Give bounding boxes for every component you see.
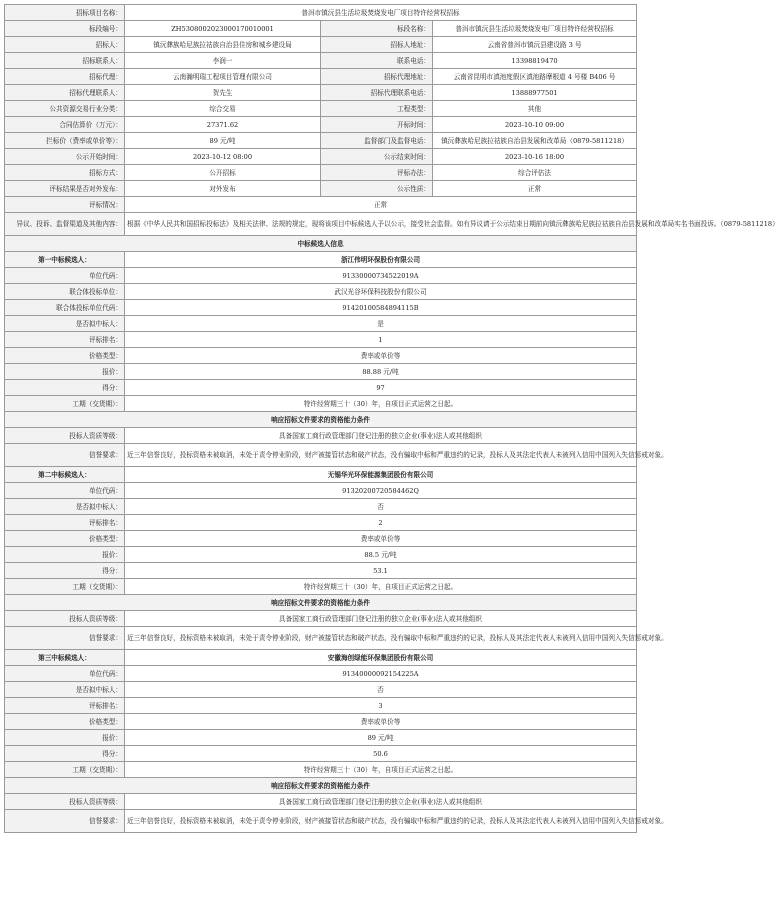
field-value: 1 [125, 332, 637, 348]
field-value: 云南省普洱市镇沅县建设路 3 号 [433, 37, 637, 53]
field-value: 费率或单价等 [125, 348, 637, 364]
field-value: 其他 [433, 101, 637, 117]
qualification-title: 响应招标文件要求的资格能力条件 [5, 595, 637, 611]
candidate-field-row [5, 268, 637, 284]
field-value: 云南瀚明瑞工程项目管理有限公司 [125, 69, 321, 85]
field-value: 91330000734522019A [125, 268, 637, 284]
field-label: 报价： [5, 364, 125, 380]
info-row [5, 37, 637, 53]
field-label: 标段名称： [321, 21, 433, 37]
objection-text: 根据《中华人民共和国招标投标法》及相关法律、法规的规定，现将该项目中标候选人予以公示，接受社会监督。如有异议请于公示结束日期前向镇沅彝族哈尼族拉祜族自治县发展和改革局实名书面投诉。（0879-5811218） [125, 213, 637, 236]
field-value: 公开招标 [125, 165, 321, 181]
field-label: 单位代码： [5, 268, 125, 284]
candidate-field-row [5, 284, 637, 300]
info-row [5, 165, 637, 181]
field-label: 工程类型： [321, 101, 433, 117]
field-value: 13398819470 [433, 53, 637, 69]
field-label: 评标排名： [5, 515, 125, 531]
field-label: 公示开始时间： [5, 149, 125, 165]
bid-result-table [4, 4, 779, 833]
qualification-row [5, 810, 637, 833]
candidate-rank-label: 第一中标候选人： [5, 252, 125, 268]
info-row [5, 101, 637, 117]
field-value: 否 [125, 682, 637, 698]
field-label: 工期（交货期）： [5, 579, 125, 595]
field-value: 特许经营期三十（30）年，自项目正式运营之日起。 [125, 579, 637, 595]
field-label: 招标代理： [5, 69, 125, 85]
qual-title-row [5, 778, 637, 794]
field-label: 招标代理联系人： [5, 85, 125, 101]
qual-title-row [5, 595, 637, 611]
project-name-label: 招标项目名称： [5, 5, 125, 21]
qualification-row [5, 794, 637, 810]
candidate-field-row [5, 483, 637, 499]
field-value: 正常 [433, 181, 637, 197]
field-value: 2023-10-16 18:00 [433, 149, 637, 165]
field-label: 得分： [5, 380, 125, 396]
candidate-name: 无锡华光环保能源集团股份有限公司 [125, 467, 637, 483]
candidate-field-row [5, 547, 637, 563]
info-row [5, 117, 637, 133]
candidate-field-row [5, 762, 637, 778]
candidate-name: 浙江伟明环保股份有限公司 [125, 252, 637, 268]
field-label: 评标结果是否对外发布： [5, 181, 125, 197]
field-value: ZH5308002023000170010001 [125, 21, 321, 37]
candidate-field-row [5, 348, 637, 364]
field-label: 是否拟中标人： [5, 682, 125, 698]
field-value: 对外发布 [125, 181, 321, 197]
field-value: 13888977501 [433, 85, 637, 101]
candidate-field-row [5, 666, 637, 682]
field-label: 报价： [5, 547, 125, 563]
field-label: 拦标价（费率或单价等）： [5, 133, 125, 149]
candidate-field-row [5, 746, 637, 762]
field-label: 评标排名： [5, 332, 125, 348]
section-title-row [5, 236, 637, 252]
field-label: 招标人： [5, 37, 125, 53]
candidate-field-row [5, 499, 637, 515]
candidate-field-row [5, 730, 637, 746]
candidate-field-row [5, 698, 637, 714]
info-row [5, 149, 637, 165]
objection-label: 异议、投诉、监督渠道及其他内容： [5, 213, 125, 236]
field-label: 信誉要求： [5, 810, 125, 833]
candidate-field-row [5, 316, 637, 332]
candidate-field-row [5, 396, 637, 412]
field-value: 综合评估法 [433, 165, 637, 181]
field-label: 得分： [5, 746, 125, 762]
field-value: 费率或单价等 [125, 531, 637, 547]
candidate-field-row [5, 563, 637, 579]
field-value: 贺先生 [125, 85, 321, 101]
field-value: 具备国家工商行政管理部门登记注册的独立企业(事业)法人或其他组织 [125, 794, 637, 810]
header-row [5, 5, 637, 21]
field-label: 评标排名： [5, 698, 125, 714]
field-value: 91320200720584462Q [125, 483, 637, 499]
field-value: 镇沅彝族哈尼族拉祜族自治县发展和改革局（0879-5811218） [433, 133, 637, 149]
info-row [5, 85, 637, 101]
field-label: 合同估算价（万元）： [5, 117, 125, 133]
field-value: 武汉光谷环保科技股份有限公司 [125, 284, 637, 300]
info-row [5, 69, 637, 85]
info-row [5, 53, 637, 69]
project-name-value: 普洱市镇沅县生活垃圾焚烧发电厂项目特许经营权招标 [125, 5, 637, 21]
field-value: 是 [125, 316, 637, 332]
field-label: 工期（交货期）： [5, 396, 125, 412]
field-value: 88.5 元/吨 [125, 547, 637, 563]
field-label: 标段编号： [5, 21, 125, 37]
candidate-name: 安徽海创绿能环保集团股份有限公司 [125, 650, 637, 666]
candidate-title-row [5, 650, 637, 666]
field-label: 联合体投标单位代码： [5, 300, 125, 316]
field-label: 投标人资质等级： [5, 611, 125, 627]
field-label: 信誉要求： [5, 444, 125, 467]
review-value: 正常 [125, 197, 637, 213]
candidate-field-row [5, 332, 637, 348]
field-label: 监督部门及监督电话： [321, 133, 433, 149]
field-value: 具备国家工商行政管理部门登记注册的独立企业(事业)法人或其他组织 [125, 428, 637, 444]
field-value: 普洱市镇沅县生活垃圾焚烧发电厂项目特许经营权招标 [433, 21, 637, 37]
qualification-title: 响应招标文件要求的资格能力条件 [5, 778, 637, 794]
section-title: 中标候选人信息 [5, 236, 637, 252]
field-value: 53.1 [125, 563, 637, 579]
candidate-title-row [5, 252, 637, 268]
candidate-title-row [5, 467, 637, 483]
field-label: 公示性质： [321, 181, 433, 197]
candidate-field-row [5, 364, 637, 380]
field-value: 特许经营期三十（30）年，自项目正式运营之日起。 [125, 396, 637, 412]
field-value: 27371.62 [125, 117, 321, 133]
field-label: 招标联系人： [5, 53, 125, 69]
field-value: 否 [125, 499, 637, 515]
review-label: 评标情况： [5, 197, 125, 213]
qualification-row [5, 611, 637, 627]
field-value: 2 [125, 515, 637, 531]
field-value: 50.6 [125, 746, 637, 762]
field-label: 是否拟中标人： [5, 499, 125, 515]
field-value: 97 [125, 380, 637, 396]
candidate-field-row [5, 531, 637, 547]
field-label: 联合体投标单位： [5, 284, 125, 300]
field-label: 开标时间： [321, 117, 433, 133]
field-value: 91420100584894115B [125, 300, 637, 316]
field-value: 91340000092154225A [125, 666, 637, 682]
info-row [5, 133, 637, 149]
objection-row [5, 213, 637, 236]
qual-title-row [5, 412, 637, 428]
field-value: 李润一 [125, 53, 321, 69]
candidate-field-row [5, 682, 637, 698]
field-label: 联系电话： [321, 53, 433, 69]
candidate-field-row [5, 300, 637, 316]
field-label: 招标代理地址： [321, 69, 433, 85]
field-value: 近三年信誉良好，投标资格未被取消，未处于责令停业阶段，财产被接管状态和破产状态，没有骗取中标和严重违约的记录，投标人及其法定代表人未被列入信用中国列入失信惩戒对象。 [125, 627, 637, 650]
field-value: 具备国家工商行政管理部门登记注册的独立企业(事业)法人或其他组织 [125, 611, 637, 627]
field-label: 招标方式： [5, 165, 125, 181]
field-label: 招标人地址： [321, 37, 433, 53]
field-value: 3 [125, 698, 637, 714]
field-value: 费率或单价等 [125, 714, 637, 730]
qualification-row [5, 428, 637, 444]
field-label: 是否拟中标人： [5, 316, 125, 332]
field-label: 公示结束时间： [321, 149, 433, 165]
field-value: 近三年信誉良好，投标资格未被取消，未处于责令停业阶段，财产被接管状态和破产状态，没有骗取中标和严重违约的记录，投标人及其法定代表人未被列入信用中国列入失信惩戒对象。 [125, 444, 637, 467]
field-value: 镇沅彝族哈尼族拉祜族自治县住房和城乡建设局 [125, 37, 321, 53]
field-label: 报价： [5, 730, 125, 746]
field-label: 公共资源交易行业分类： [5, 101, 125, 117]
info-row [5, 21, 637, 37]
field-value: 综合交易 [125, 101, 321, 117]
field-label: 投标人资质等级： [5, 794, 125, 810]
field-label: 信誉要求： [5, 627, 125, 650]
field-label: 价格类型： [5, 348, 125, 364]
field-label: 招标代理联系电话： [321, 85, 433, 101]
review-row [5, 197, 637, 213]
candidate-field-row [5, 380, 637, 396]
field-value: 88.88 元/吨 [125, 364, 637, 380]
field-value: 89 元/吨 [125, 133, 321, 149]
candidate-field-row [5, 515, 637, 531]
candidate-field-row [5, 579, 637, 595]
field-value: 2023-10-12 08:00 [125, 149, 321, 165]
field-value: 89 元/吨 [125, 730, 637, 746]
candidate-rank-label: 第三中标候选人： [5, 650, 125, 666]
candidate-rank-label: 第二中标候选人： [5, 467, 125, 483]
field-label: 工期（交货期）： [5, 762, 125, 778]
field-label: 得分： [5, 563, 125, 579]
field-value: 云南省昆明市滇池度假区滇池路摩根道 4 号楼 B406 号 [433, 69, 637, 85]
qualification-row [5, 444, 637, 467]
field-label: 价格类型： [5, 531, 125, 547]
field-label: 价格类型： [5, 714, 125, 730]
info-row [5, 181, 637, 197]
field-value: 2023-10-10 09:00 [433, 117, 637, 133]
field-label: 投标人资质等级： [5, 428, 125, 444]
field-label: 单位代码： [5, 483, 125, 499]
qualification-title: 响应招标文件要求的资格能力条件 [5, 412, 637, 428]
field-label: 评标办法： [321, 165, 433, 181]
qualification-row [5, 627, 637, 650]
field-value: 特许经营期三十（30）年，自项目正式运营之日起。 [125, 762, 637, 778]
field-label: 单位代码： [5, 666, 125, 682]
candidate-field-row [5, 714, 637, 730]
field-value: 近三年信誉良好，投标资格未被取消，未处于责令停业阶段，财产被接管状态和破产状态，没有骗取中标和严重违约的记录，投标人及其法定代表人未被列入信用中国列入失信惩戒对象。 [125, 810, 637, 833]
